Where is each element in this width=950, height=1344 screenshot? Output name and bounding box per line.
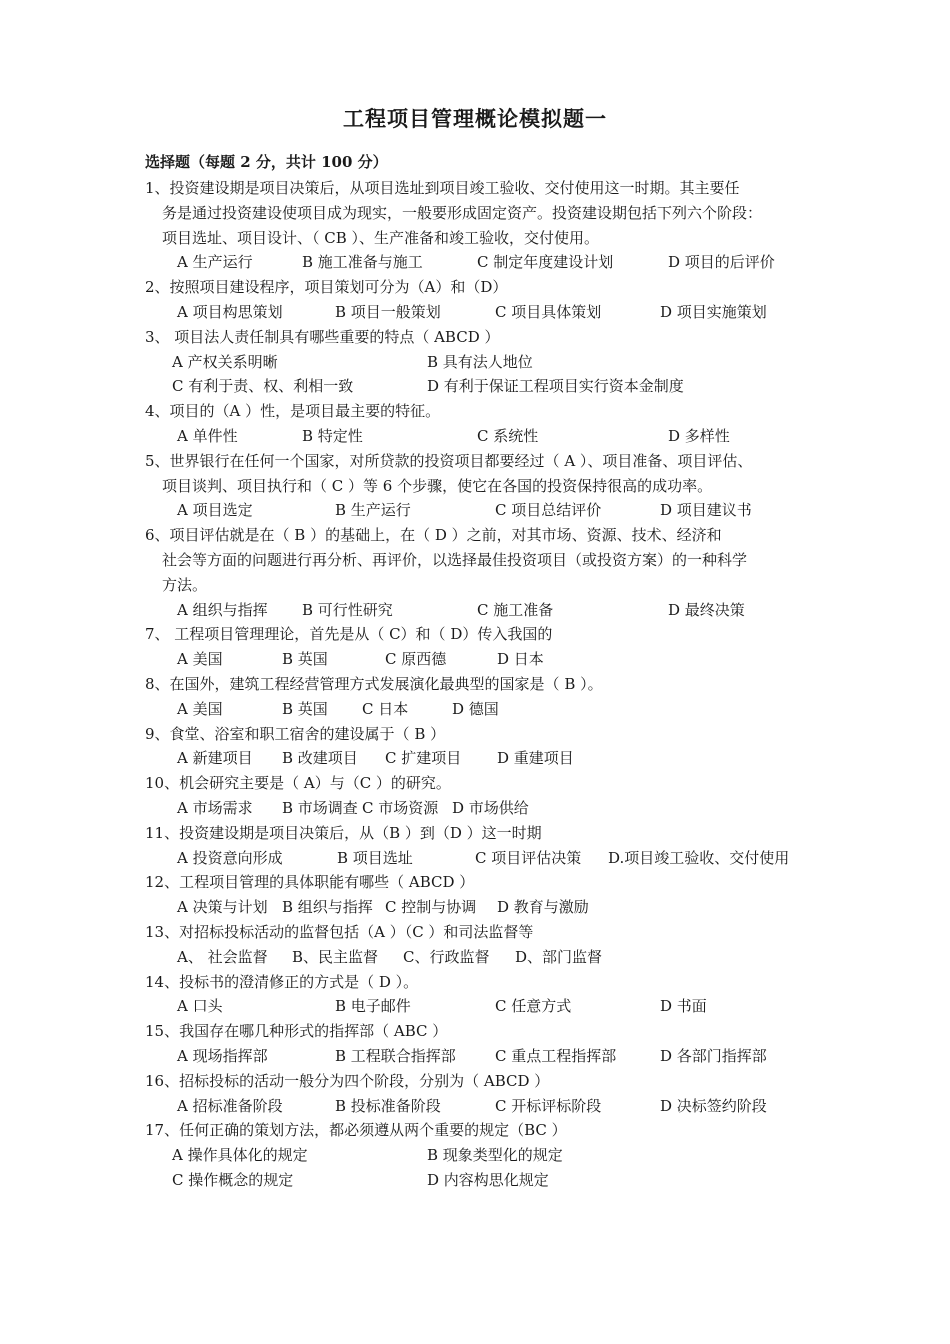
answer-option: C 任意方式 xyxy=(495,997,572,1016)
answer-option: C 开标评标阶段 xyxy=(495,1096,602,1115)
answer-option: A 产权关系明晰 xyxy=(172,352,278,371)
answer-option: D 书面 xyxy=(660,997,707,1016)
question-stem: 9、食堂、浴室和职工宿舍的建设属于（ B ） xyxy=(145,724,446,743)
answer-option: D 内容构思化规定 xyxy=(427,1171,549,1189)
answer-option: D 项目实施策划 xyxy=(660,303,767,321)
question-stem: 16、招标投标的活动一般分为四个阶段，分别为（ ABCD ） xyxy=(145,1071,550,1090)
answer-option: C 原西德 xyxy=(385,650,447,669)
question-stem-continued: 项目谈判、项目执行和（ C ）等 6 个步骤，使它在各国的投资保持很高的成功率。 xyxy=(162,476,713,495)
answer-option: C 重点工程指挥部 xyxy=(495,1047,617,1065)
question-stem: 11、投资建设期是项目决策后，从（B ）到（D ）这一时期 xyxy=(145,823,542,842)
answer-option: A 单件性 xyxy=(177,427,238,445)
answer-option: D 多样性 xyxy=(668,427,730,445)
answer-option: B、民主监督 xyxy=(292,947,379,966)
answer-option: A 现场指挥部 xyxy=(177,1047,268,1065)
question-stem: 7、 工程项目管理理论，首先是从（ C）和（ D）传入我国的 xyxy=(145,625,553,644)
answer-option: A 美国 xyxy=(177,699,223,718)
answer-option: B 现象类型化的规定 xyxy=(427,1146,563,1165)
answer-option: A 口头 xyxy=(177,997,223,1016)
answer-option: C 市场资源 xyxy=(362,799,439,817)
question-stem: 3、 项目法人责任制具有哪些重要的特点（ ABCD ） xyxy=(145,327,500,346)
answer-option: D 德国 xyxy=(452,699,499,718)
answer-option: A、 社会监督 xyxy=(177,947,268,966)
answer-option: D 市场供给 xyxy=(452,799,529,817)
question-stem: 4、项目的（A ）性，是项目最主要的特征。 xyxy=(145,402,441,421)
answer-option: B 项目一般策划 xyxy=(335,303,441,321)
answer-option: A 新建项目 xyxy=(177,749,253,768)
answer-option: C 制定年度建设计划 xyxy=(477,253,614,272)
section-heading: 选择题（每题 2 分，共计 100 分） xyxy=(145,153,388,171)
answer-option: A 市场需求 xyxy=(177,799,253,817)
question-stem: 6、项目评估就是在（ B ）的基础上，在（ D ）之前，对其市场、资源、技术、经济和 xyxy=(145,526,722,545)
question-stem-continued: 社会等方面的问题进行再分析、再评价，以选择最佳投资项目（或投资方案）的一种科学 xyxy=(162,551,748,569)
answer-option: C 日本 xyxy=(362,699,409,718)
answer-option: C 项目评估决策 xyxy=(475,848,582,867)
question-stem: 17、任何正确的策划方法，都必须遵从两个重要的规定（BC ） xyxy=(145,1121,567,1140)
answer-option: D 日本 xyxy=(497,650,544,669)
answer-option: D 最终决策 xyxy=(668,600,745,619)
answer-option: A 组织与指挥 xyxy=(177,600,268,619)
answer-option: C 项目总结评价 xyxy=(495,501,602,520)
answer-option: B 项目选址 xyxy=(337,848,413,867)
question-stem: 12、工程项目管理的具体职能有哪些（ ABCD ） xyxy=(145,873,475,892)
answer-option: A 决策与计划 xyxy=(177,898,268,917)
answer-option: A 项目构思策划 xyxy=(177,303,283,321)
answer-option: A 生产运行 xyxy=(177,253,253,272)
question-stem: 8、在国外，建筑工程经营管理方式发展演化最典型的国家是（ B ）。 xyxy=(145,675,603,693)
question-stem: 10、机会研究主要是（ A）与（C ）的研究。 xyxy=(145,774,451,793)
answer-option: C 施工准备 xyxy=(477,600,554,619)
question-stem: 2、按照项目建设程序，项目策划可分为（A）和（D） xyxy=(145,278,508,297)
question-stem-continued: 务是通过投资建设使项目成为现实，一般要形成固定资产。投资建设期包括下列六个阶段： xyxy=(162,203,763,222)
answer-option: A 招标准备阶段 xyxy=(177,1096,283,1115)
answer-option: B 生产运行 xyxy=(335,501,411,520)
question-stem: 13、对招标投标活动的监督包括（A ）（C ）和司法监督等 xyxy=(145,923,534,941)
answer-option: C 系统性 xyxy=(477,427,539,445)
question-stem: 14、投标书的澄清修正的方式是（ D ）。 xyxy=(145,972,419,991)
answer-option: D 决标签约阶段 xyxy=(660,1096,767,1115)
page-title: 工程项目管理概论模拟题一 xyxy=(343,106,607,131)
answer-option: C、行政监督 xyxy=(403,947,490,966)
answer-option: B 市场调查 xyxy=(282,799,358,817)
answer-option: D 项目建议书 xyxy=(660,501,752,520)
answer-option: D 重建项目 xyxy=(497,749,574,768)
answer-option: D 项目的后评价 xyxy=(668,253,775,272)
question-stem-continued: 方法。 xyxy=(162,575,208,594)
answer-option: D 有利于保证工程项目实行资本金制度 xyxy=(427,377,684,396)
question-stem-continued: 项目选址、项目设计、（ CB ）、生产准备和竣工验收，交付使用。 xyxy=(162,228,600,247)
question-stem: 5、世界银行在任何一个国家，对所贷款的投资项目都要经过（ A ）、项目准备、项目评估、 xyxy=(145,451,753,470)
question-stem: 15、我国存在哪几种形式的指挥部（ ABC ） xyxy=(145,1022,448,1041)
answer-option: D 各部门指挥部 xyxy=(660,1047,767,1065)
answer-option: B 具有法人地位 xyxy=(427,352,533,371)
answer-option: C 项目具体策划 xyxy=(495,303,602,321)
answer-option: B 改建项目 xyxy=(282,749,358,768)
answer-option: B 施工准备与施工 xyxy=(302,253,423,272)
answer-option: C 控制与协调 xyxy=(385,898,477,917)
answer-option: B 英国 xyxy=(282,699,328,718)
answer-option: A 操作具体化的规定 xyxy=(172,1146,308,1165)
answer-option: A 美国 xyxy=(177,650,223,669)
answer-option: C 扩建项目 xyxy=(385,749,462,768)
answer-option: A 投资意向形成 xyxy=(177,848,283,867)
answer-option: B 英国 xyxy=(282,650,328,669)
answer-option: B 投标准备阶段 xyxy=(335,1096,441,1115)
answer-option: D、部门监督 xyxy=(515,947,603,966)
question-stem: 1、投资建设期是项目决策后，从项目选址到项目竣工验收、交付使用这一时期。其主要任 xyxy=(145,179,740,197)
answer-option: B 组织与指挥 xyxy=(282,898,373,917)
answer-option: B 电子邮件 xyxy=(335,997,411,1016)
answer-option: D 教育与激励 xyxy=(497,898,589,917)
answer-option: C 操作概念的规定 xyxy=(172,1171,294,1189)
answer-option: C 有利于责、权、利相一致 xyxy=(172,377,354,396)
answer-option: B 特定性 xyxy=(302,427,363,445)
answer-option: D.项目竣工验收、交付使用 xyxy=(608,848,790,867)
answer-option: B 可行性研究 xyxy=(302,600,393,619)
answer-option: A 项目选定 xyxy=(177,501,253,520)
answer-option: B 工程联合指挥部 xyxy=(335,1047,456,1065)
